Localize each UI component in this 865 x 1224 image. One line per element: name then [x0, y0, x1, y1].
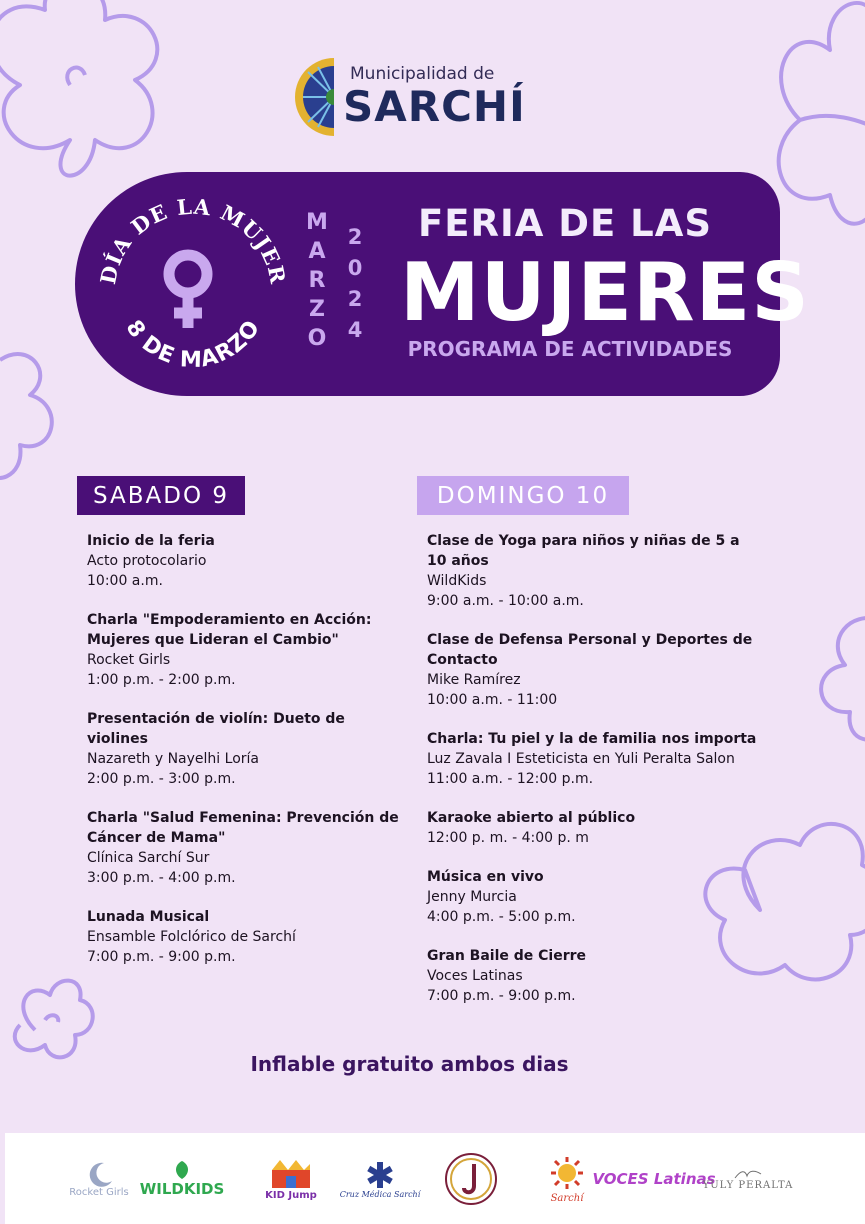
sun-logo-icon	[294, 58, 334, 136]
footer-note: Inflable gratuito ambos dias	[250, 1052, 569, 1076]
event-time: 9:00 a.m. - 10:00 a.m.	[427, 593, 584, 609]
sponsor-logo-yuly-peralta: YULY PERALTA	[705, 1149, 791, 1209]
event-title: 10 años	[427, 553, 489, 569]
event-host: Clínica Sarchí Sur	[87, 850, 210, 866]
bounce-house-icon	[268, 1158, 314, 1190]
schedule-item	[87, 709, 407, 789]
sponsor-logo-cruz-medica: Cruz Médica Sarchí	[350, 1149, 410, 1209]
flower-outline-icon	[15, 981, 93, 1058]
banner-subtitle: PROGRAMA DE ACTIVIDADES	[407, 337, 733, 361]
flower-outline-icon	[821, 618, 865, 740]
flower-petal-icon	[67, 68, 85, 85]
event-title: Inicio de la feria	[87, 533, 215, 549]
schedule-item	[427, 867, 757, 927]
event-host: Nazareth y Nayelhi Loría	[87, 751, 259, 767]
event-title: Lunada Musical	[87, 909, 210, 925]
schedule-item	[87, 808, 407, 888]
sponsor-logo-wildkids: WILDKIDS	[137, 1149, 227, 1209]
flower-outline-icon	[0, 354, 52, 478]
event-host: Jenny Murcia	[427, 889, 517, 905]
event-title: Clase de Yoga para niños y niñas de 5 a	[427, 533, 740, 549]
sunday-schedule	[427, 531, 757, 1025]
sponsor-strip	[5, 1133, 865, 1224]
sunday-header: DOMINGO 10	[417, 476, 629, 515]
event-time: 7:00 p.m. - 9:00 p.m.	[87, 949, 236, 965]
sponsor-logo-kid-jump: KID Jump	[261, 1149, 321, 1209]
event-banner	[75, 172, 810, 396]
event-title: Charla "Empoderamiento en Acción:	[87, 612, 372, 628]
badge-top-text: DÍA DE LA MUJER	[95, 193, 291, 287]
event-title: Gran Baile de Cierre	[427, 948, 587, 964]
event-title: Contacto	[427, 652, 498, 668]
month-vertical-text: M A R Z O	[306, 210, 328, 351]
leaf-icon	[171, 1160, 193, 1180]
logo-title: SARCHÍ	[343, 82, 526, 131]
event-time: 2:00 p.m. - 3:00 p.m.	[87, 771, 236, 787]
sponsor-logo-voces-latinas: VOCES Latinas	[592, 1170, 716, 1188]
sun-burst-icon	[546, 1155, 588, 1193]
event-title: Cáncer de Mama"	[87, 830, 226, 846]
schedule-item	[427, 808, 757, 848]
schedule-item	[427, 946, 757, 1006]
municipal-logo	[294, 58, 526, 136]
womens-day-badge	[85, 176, 301, 392]
event-title: Karaoke abierto al público	[427, 810, 636, 826]
schedule-item	[87, 531, 407, 591]
event-time: 11:00 a.m. - 12:00 p.m.	[427, 771, 594, 787]
event-host: Mike Ramírez	[427, 672, 521, 688]
sponsor-logo-rocket-girls: Rocket Girls	[77, 1149, 121, 1209]
schedule-item	[87, 907, 407, 967]
schedule-item	[427, 630, 757, 710]
logo-subtitle: Municipalidad de	[350, 64, 495, 84]
event-time: 1:00 p.m. - 2:00 p.m.	[87, 672, 236, 688]
event-time: 7:00 p.m. - 9:00 p.m.	[427, 988, 576, 1004]
event-host: Luz Zavala I Esteticista en Yuli Peralta Salon	[427, 751, 735, 767]
event-title: Mujeres que Lideran el Cambio"	[87, 632, 339, 648]
saturday-header: SABADO 9	[77, 476, 245, 515]
event-host: Ensamble Folclórico de Sarchí	[87, 929, 296, 945]
signature-icon	[733, 1168, 763, 1180]
schedule-item	[87, 610, 407, 690]
saxophone-badge-icon	[444, 1152, 498, 1206]
flower-petal-icon	[45, 1015, 58, 1022]
event-title: Presentación de violín: Dueto de violines	[87, 711, 345, 747]
moon-icon	[84, 1161, 114, 1187]
event-time: 10:00 a.m.	[87, 573, 163, 589]
schedule-item	[427, 729, 757, 789]
event-time: 3:00 p.m. - 4:00 p.m.	[87, 870, 236, 886]
banner-title: FERIA DE LAS	[417, 202, 713, 245]
flower-outline-icon	[779, 3, 865, 224]
event-title: Charla: Tu piel y la de familia nos importa	[427, 731, 757, 747]
event-title: Clase de Defensa Personal y Deportes de	[427, 632, 753, 648]
event-host: WildKids	[427, 573, 487, 589]
sponsor-logo-sarchi-festival: Sarchí	[539, 1149, 595, 1209]
event-host: Voces Latinas	[427, 968, 523, 984]
sponsor-logo-sarchi-music	[443, 1149, 499, 1209]
event-title: Música en vivo	[427, 869, 544, 885]
schedule-item	[427, 531, 757, 611]
flower-outline-icon	[0, 0, 157, 176]
event-time: 4:00 p.m. - 5:00 p.m.	[427, 909, 576, 925]
saturday-schedule	[87, 531, 407, 986]
banner-headline: MUJERES	[400, 246, 810, 339]
female-symbol-icon	[169, 255, 207, 328]
event-title: Charla "Salud Femenina: Prevención de	[87, 810, 399, 826]
year-vertical-text: 2 0 2 4	[347, 225, 363, 342]
event-host: Acto protocolario	[87, 553, 207, 569]
event-time: 10:00 a.m. - 11:00	[427, 692, 558, 708]
event-time: 12:00 p. m. - 4:00 p. m	[427, 830, 589, 846]
star-of-life-icon	[365, 1160, 395, 1190]
badge-bottom-text: 8 DE MARZO	[120, 315, 266, 373]
event-host: Rocket Girls	[87, 652, 171, 668]
